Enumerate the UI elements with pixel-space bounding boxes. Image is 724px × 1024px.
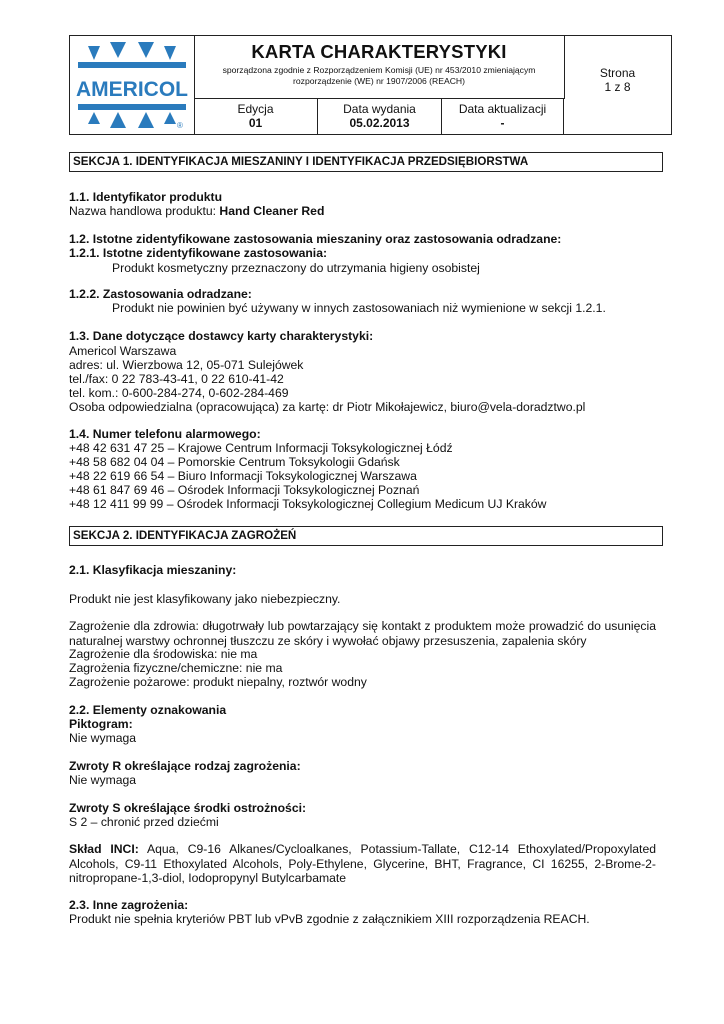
- trade-name-line: [69, 204, 324, 218]
- heading-2-2: 2.2. Elementy oznakowania: [69, 703, 227, 717]
- advised-against-text: Produkt nie powinien być używany w innych zastosowaniach niż wymienione w sekcji 1.2.1.: [112, 301, 606, 315]
- company-logo: [70, 36, 195, 134]
- emergency-line: +48 22 619 66 54 – Biuro Informacji Toksykologicznej Warszawa: [69, 469, 417, 483]
- update-date-label: Data aktualizacji: [458, 102, 547, 116]
- heading-2-1: 2.1. Klasyfikacja mieszaniny:: [69, 563, 237, 577]
- inci-label: Skład INCI:: [69, 842, 139, 856]
- trade-name-label: Nazwa handlowa produktu:: [69, 204, 217, 218]
- americol-logo-icon: [70, 36, 194, 134]
- edition-value: 01: [248, 116, 263, 130]
- supplier-line: Americol Warszawa: [69, 344, 177, 358]
- heading-1-4: 1.4. Numer telefonu alarmowego:: [69, 427, 261, 441]
- issue-date-label: Data wydania: [343, 102, 416, 116]
- supplier-line: tel./fax: 0 22 783-43-41, 0 22 610-41-42: [69, 372, 284, 386]
- emergency-line: +48 61 847 69 46 – Ośrodek Informacji Toksykologicznej Poznań: [69, 483, 420, 497]
- page-value: 1 z 8: [604, 80, 631, 94]
- document-header: [69, 35, 672, 135]
- s-phrases-label: Zwroty S określające środki ostrożności:: [69, 801, 307, 815]
- issue-date-value: 05.02.2013: [349, 116, 410, 130]
- identified-use-text: Produkt kosmetyczny przeznaczony do utrzymania higieny osobistej: [112, 261, 480, 275]
- page-label: Strona: [599, 66, 636, 80]
- logo-text: AMERICOL: [76, 78, 188, 101]
- heading-1-1: 1.1. Identyfikator produktu: [69, 190, 223, 204]
- emergency-line: +48 12 411 99 99 – Ośrodek Informacji Toksykologicznej Collegium Medicum UJ Kraków: [69, 497, 547, 511]
- edition-label: Edycja: [237, 102, 274, 116]
- heading-1-2: 1.2. Istotne zidentyfikowane zastosowania mieszaniny oraz zastosowania odradzane:: [69, 232, 562, 246]
- pictogram-value: Nie wymaga: [69, 731, 137, 745]
- registered-mark: ®: [177, 121, 183, 130]
- document-subtitle: sporządzona zgodnie z Rozporządzeniem Komisji (UE) nr 453/2010 zmieniającym rozporządzenie (WE) nr 1907/2006 (REACH): [222, 65, 536, 86]
- heading-2-3: 2.3. Inne zagrożenia:: [69, 898, 189, 912]
- r-phrases-value: Nie wymaga: [69, 773, 137, 787]
- issue-date-cell: [318, 98, 442, 134]
- emergency-line: +48 42 631 47 25 – Krajowe Centrum Informacji Toksykologicznej Łódź: [69, 441, 453, 455]
- document-title: KARTA CHARAKTERYSTYKI: [251, 41, 507, 62]
- physchem-hazard-text: Zagrożenia fizyczne/chemiczne: nie ma: [69, 661, 283, 675]
- other-hazards-text: Produkt nie spełnia kryteriów PBT lub vPvB zgodnie z załącznikiem XIII rozporządzenia REACH.: [69, 912, 590, 926]
- health-hazard-text: Zagrożenie dla zdrowia: długotrwały lub powtarzający się kontakt z produktem może prowadzić do usunięcia naturalnej warstwy ochronnej tłuszczu ze skóry i wywołać objawy przesuszenia, zapalenia skóry: [69, 619, 656, 648]
- supplier-line: Osoba odpowiedzialna (opracowująca) za kartę: dr Piotr Mikołajewicz, biuro@vela-doradztwo.pl: [69, 400, 586, 414]
- supplier-line: adres: ul. Wierzbowa 12, 05-071 Sulejówek: [69, 358, 304, 372]
- environment-hazard-text: Zagrożenie dla środowiska: nie ma: [69, 647, 258, 661]
- supplier-line: tel. kom.: 0-600-284-274, 0-602-284-469: [69, 386, 289, 400]
- pictogram-label: Piktogram:: [69, 717, 133, 731]
- edition-cell: [194, 98, 318, 134]
- heading-1-2-2: 1.2.2. Zastosowania odradzane:: [69, 287, 252, 301]
- classification-text: Produkt nie jest klasyfikowany jako niebezpieczny.: [69, 592, 341, 606]
- title-box: [194, 36, 565, 99]
- emergency-line: +48 58 682 04 04 – Pomorskie Centrum Toksykologii Gdańsk: [69, 455, 400, 469]
- section-1-title: SEKCJA 1. IDENTYFIKACJA MIESZANINY I IDENTYFIKACJA PRZEDSIĘBIORSTWA: [69, 152, 663, 172]
- update-date-cell: [442, 98, 564, 134]
- section-2-title: SEKCJA 2. IDENTYFIKACJA ZAGROŻEŃ: [69, 526, 663, 546]
- inci-text: Aqua, C9-16 Alkanes/Cycloalkanes, Potassium-Tallate, C12-14 Ethoxylated/Propoxylated Alcohols, C9-11 Ethoxylated Alcohols, Poly-Ethylene, Glycerine, BHT, Fragrance, CI 16255, 2-Brome-2-nitropropane-1,3-diol, Iodopropynyl Butylcarbamate: [69, 842, 656, 885]
- heading-1-2-1: 1.2.1. Istotne zidentyfikowane zastosowania:: [69, 246, 328, 260]
- inci-composition: [69, 842, 656, 886]
- trade-name-value: Hand Cleaner Red: [219, 204, 325, 218]
- s-phrases-value: S 2 – chronić przed dziećmi: [69, 815, 219, 829]
- heading-1-3: 1.3. Dane dotyczące dostawcy karty charakterystyki:: [69, 329, 374, 343]
- update-date-value: -: [500, 116, 505, 130]
- r-phrases-label: Zwroty R określające rodzaj zagrożenia:: [69, 759, 301, 773]
- fire-hazard-text: Zagrożenie pożarowe: produkt niepalny, roztwór wodny: [69, 675, 367, 689]
- page-counter: [564, 66, 671, 94]
